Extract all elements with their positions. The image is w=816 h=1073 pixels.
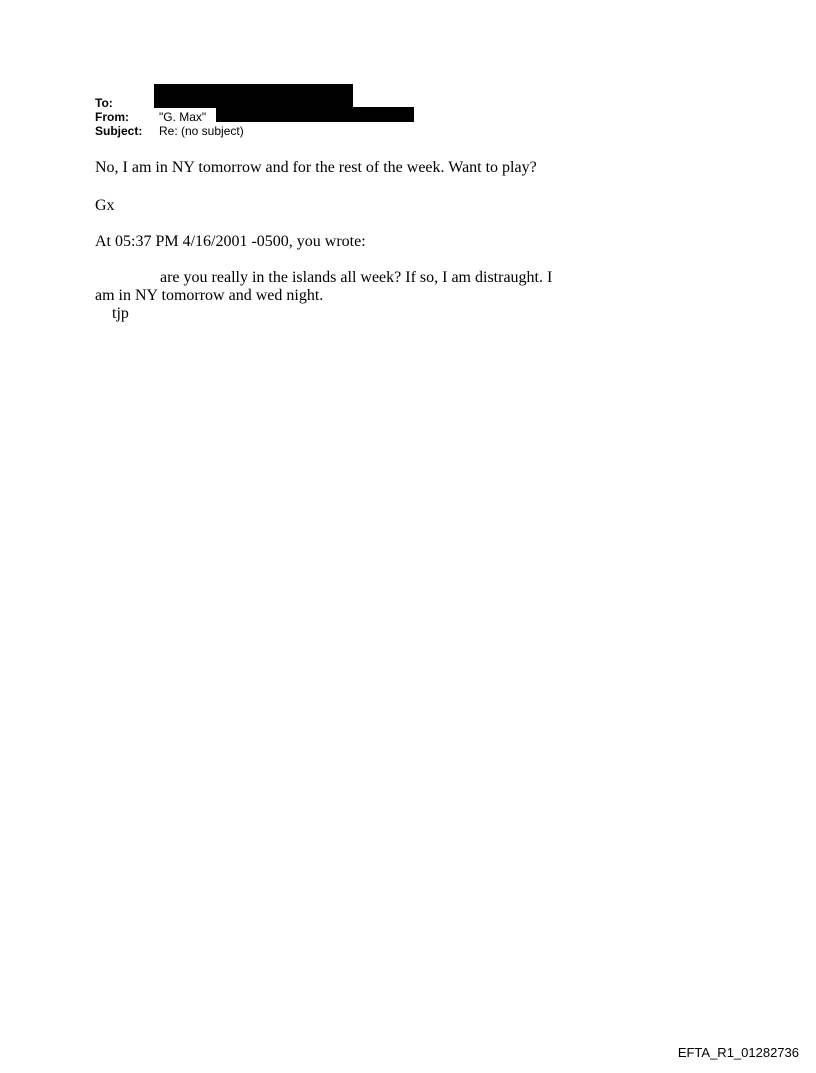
from-label: From: [95, 110, 129, 124]
reply-signature: Gx [95, 197, 115, 214]
to-redaction-bar [154, 84, 353, 108]
to-label: To: [95, 96, 113, 110]
reply-line: No, I am in NY tomorrow and for the rest of the week. Want to play? [95, 159, 537, 176]
document-id: EFTA_R1_01282736 [677, 1045, 799, 1060]
quoted-message [95, 269, 552, 323]
subject-row [95, 124, 244, 138]
quoted-signature: tjp [112, 305, 129, 322]
quoted-line-2: am in NY tomorrow and wed night. [95, 287, 324, 304]
subject-label: Subject: [95, 124, 143, 138]
quote-attribution: At 05:37 PM 4/16/2001 -0500, you wrote: [95, 233, 366, 250]
quoted-line-1: are you really in the islands all week? If so, I am distraught. I [160, 269, 553, 286]
subject-value: Re: (no subject) [159, 124, 244, 138]
from-email-redaction-bar [216, 107, 414, 122]
from-value: "G. Max" [159, 110, 207, 124]
